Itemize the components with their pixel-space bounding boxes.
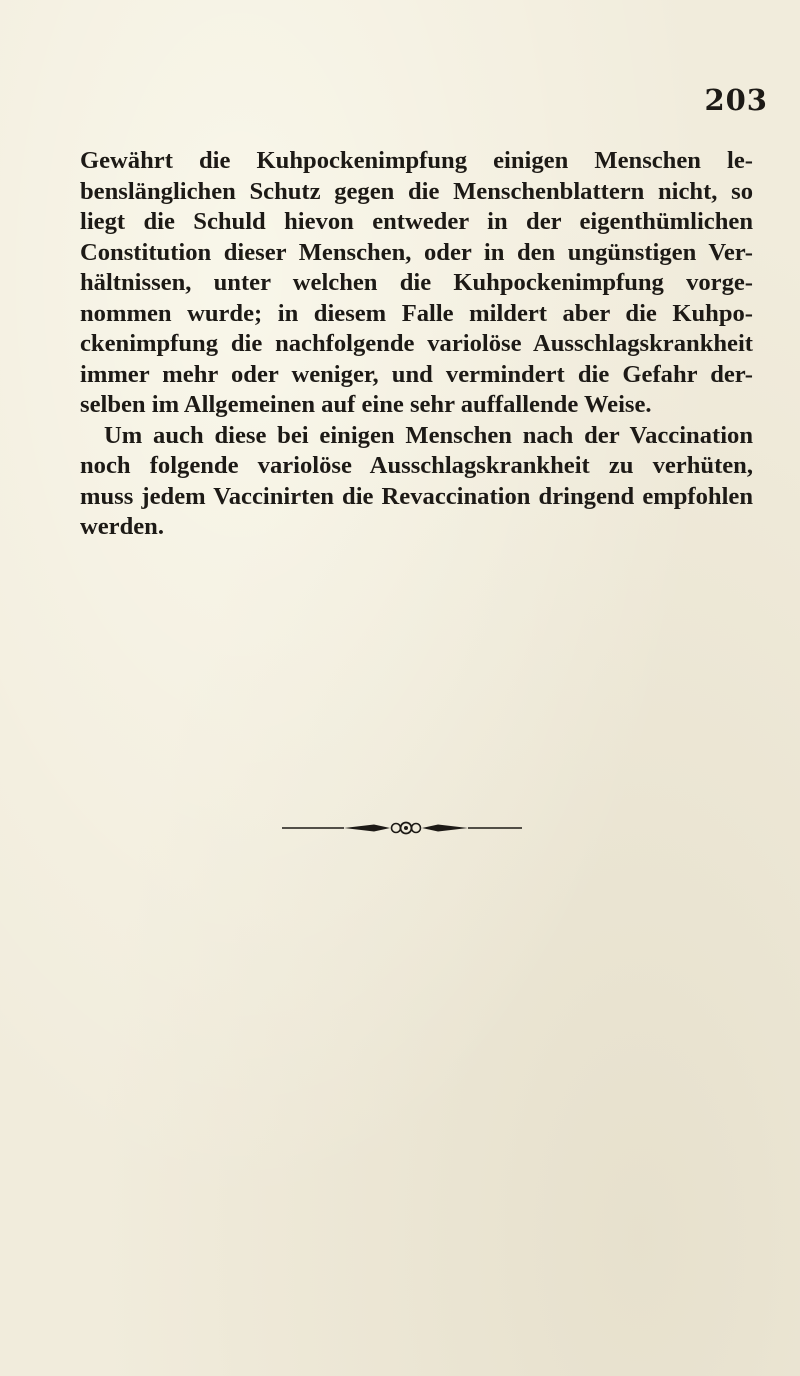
end-of-section-ornament [282, 818, 522, 838]
paragraph-2 [80, 421, 753, 543]
page-number: 203 [704, 83, 768, 117]
text-line: benslänglichen Schutz gegen die Menschenblattern nicht, so [80, 177, 753, 205]
text-line: liegt die Schuld hievon entweder in der eigenthümlichen [80, 208, 753, 235]
text-line: hältnissen, unter welchen die Kuhpockenimpfung vorge- [80, 269, 753, 296]
text-line: muss jedem Vaccinirten die Revaccination dringend empfohlen [80, 482, 753, 510]
body-text [80, 146, 753, 543]
text-line: immer mehr oder weniger, und vermindert die Gefahr der- [80, 360, 753, 388]
text-line: Constitution dieser Menschen, oder in den ungünstigen Ver- [80, 238, 753, 266]
paragraph-1 [80, 146, 753, 421]
text-line: selben im Allgemeinen auf eine sehr auffallende Weise. [80, 391, 652, 418]
text-line: ckenimpfung die nachfolgende variolöse Ausschlagskrankheit [80, 330, 753, 357]
text-line: noch folgende variolöse Ausschlagskrankheit zu verhüten, [80, 452, 753, 479]
text-line: Gewährt die Kuhpockenimpfung einigen Menschen le- [80, 147, 753, 174]
text-line: werden. [80, 513, 165, 540]
text-line: nommen wurde; in diesem Falle mildert aber die Kuhpo- [80, 299, 753, 327]
text-line: Um auch diese bei einigen Menschen nach der Vaccination [104, 421, 753, 449]
